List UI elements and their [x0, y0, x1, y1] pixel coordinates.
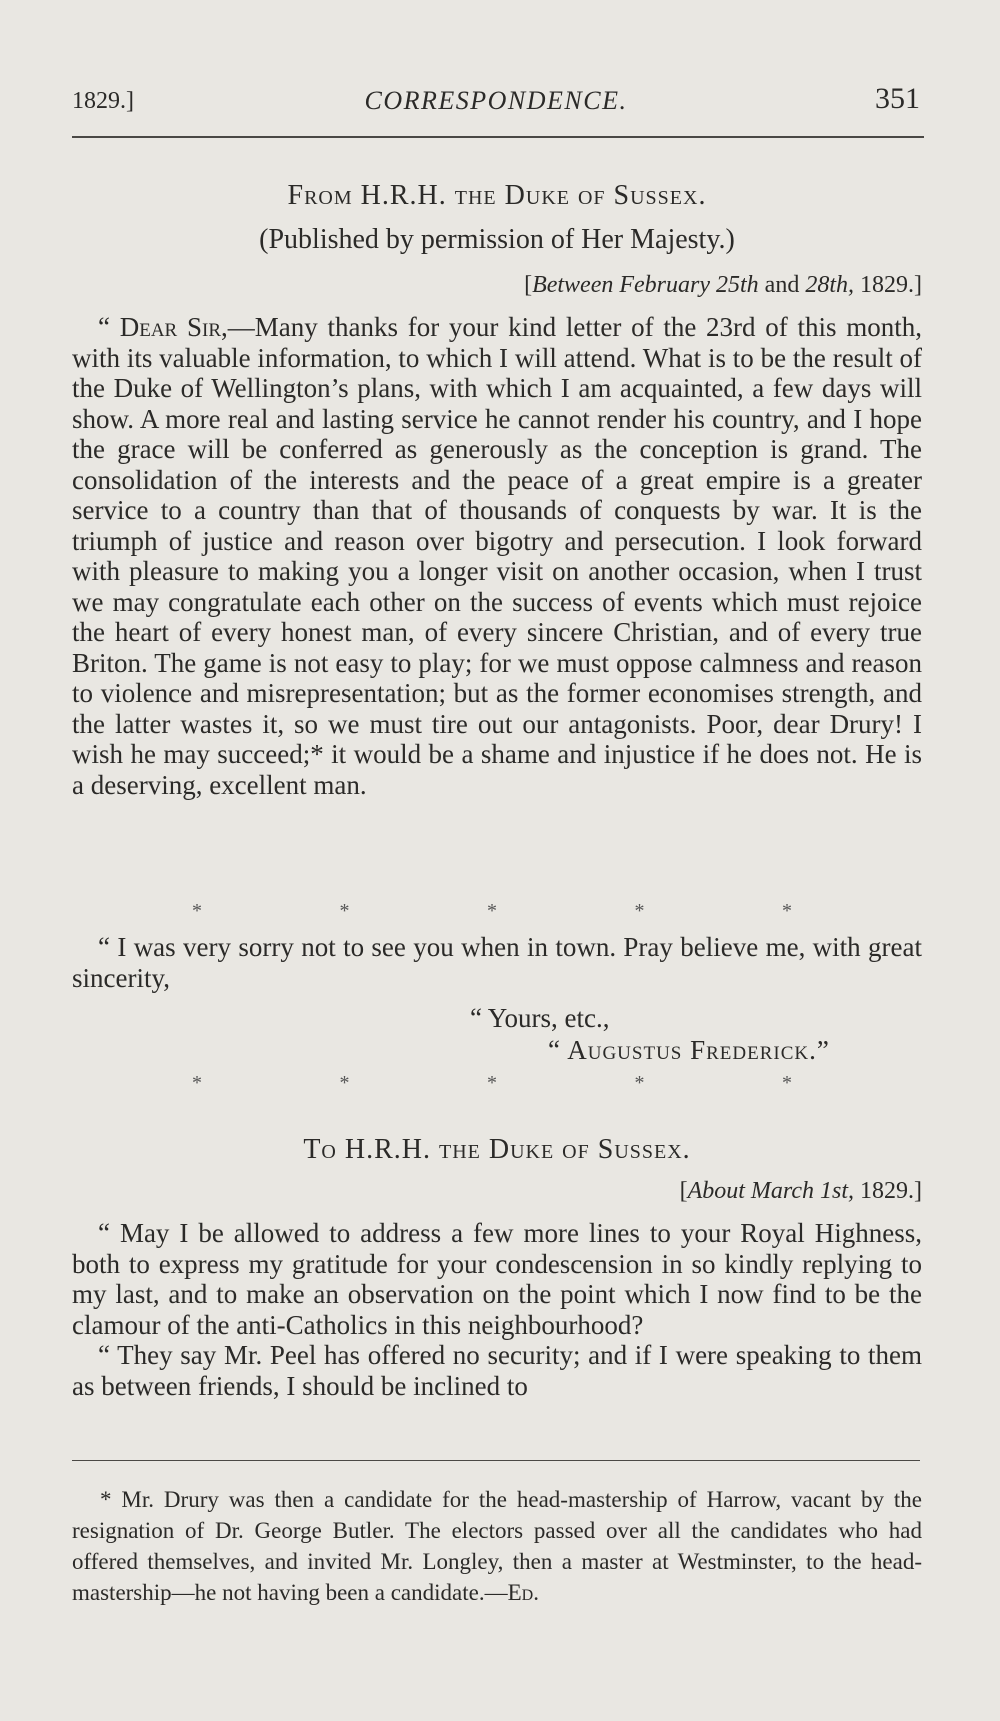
- date-rest: 1829.]: [854, 272, 922, 298]
- letter-1-heading: From H.R.H. the Duke of Sussex.: [287, 180, 707, 211]
- star: *: [634, 900, 645, 922]
- letter-1-paragraph-1: [72, 312, 922, 800]
- star: *: [634, 1072, 645, 1094]
- letter-2-dateline-block: [72, 1178, 922, 1205]
- date-bracket: [: [679, 1178, 688, 1204]
- letter-1-dateline: [72, 272, 922, 299]
- letter-2-paragraph-1: “ May I be allowed to address a few more lines to your Royal Highness, both to express my gratitude for your condescension in so kindly replying to my last, and to make an observation on the point which I now find to be the clamour of the anti-Catholics in this neighbourhood?: [72, 1218, 922, 1340]
- salutation: Dear Sir,: [119, 312, 228, 342]
- date-italic-1: Between February 25th: [532, 272, 759, 298]
- footnote: [72, 1484, 922, 1608]
- letter-1-body: [72, 312, 922, 800]
- star: *: [192, 900, 202, 922]
- star: *: [192, 1072, 202, 1094]
- letter-1-dateline-block: [72, 272, 922, 299]
- header-rule: [72, 136, 924, 138]
- editor-mark: Ed.: [507, 1580, 539, 1605]
- date-rest: 1829.]: [854, 1178, 922, 1204]
- running-head-title: CORRESPONDENCE.: [364, 86, 628, 115]
- page-number: 351: [875, 82, 920, 115]
- letter-1-subheading-block: [72, 224, 922, 256]
- star: *: [339, 1072, 350, 1094]
- closing-line-1: “ Yours, etc.,: [470, 1003, 610, 1033]
- footnote-text: * Mr. Drury was then a candidate for the head-mastership of Harrow, vacant by the resignation of Dr. George Butler. The electors passed over all the candidates who had offered themselves, and invited Mr. Longley, then a master at Westminster, to the head-mastership—he not having been a candidate.—: [72, 1487, 922, 1605]
- star: *: [339, 900, 350, 922]
- signature: “ Augustus Frederick.”: [548, 1035, 830, 1065]
- letter-1-subheading: (Published by permission of Her Majesty.): [259, 224, 735, 255]
- running-head: [72, 82, 920, 122]
- date-italic: About March 1st,: [687, 1178, 854, 1204]
- letter-2-heading: To H.R.H. the Duke of Sussex.: [303, 1134, 691, 1165]
- salutation-quote: “: [98, 312, 120, 342]
- footnote-paragraph: [72, 1484, 922, 1608]
- letter-2-paragraph-2: “ They say Mr. Peel has offered no security; and if I were speaking to them as between friends, I should be inclined to: [72, 1340, 922, 1401]
- date-and: and: [758, 272, 806, 298]
- letter-1-body-2: [72, 932, 922, 993]
- letter-2-body: [72, 1218, 922, 1401]
- footnote-rule: [72, 1460, 920, 1461]
- running-head-year: 1829.]: [72, 88, 134, 114]
- star: *: [782, 900, 792, 922]
- star: *: [782, 1072, 792, 1094]
- date-bracket: [: [524, 272, 533, 298]
- letter-1-paragraph-1-text: —Many thanks for your kind letter of the 23rd of this month, with its valuable information, to which I will attend. What is to be the result of the Duke of Wellington’s plans, with which I am acquainted, a few days will show. A more real and lasting service he cannot render his country, and I hope the grace will be conferred as generously as the conception is grand. The consolidation of the interests and the peace of a great empire is a greater service to a country than that of thousands of conquests by war. It is the triumph of justice and reason over bigotry and persecution. I look forward with pleasure to making you a longer visit on another occasion, when I trust we may congratulate each other on the success of events which must rejoice the heart of every honest man, of every sincere Christian, and of every true Briton. The game is not easy to play; for we must oppose calmness and reason to violence and misrepresentation; but as the former economises strength, and the latter wastes it, so we must tire out our antagonists. Poor, dear Drury! I wish he may succeed;* it would be a shame and injustice if he does not. He is a deserving, excellent man.: [72, 312, 923, 800]
- star-divider-1: [72, 900, 922, 923]
- letter-1-heading-block: [72, 180, 922, 212]
- letter-2-dateline: [72, 1178, 922, 1205]
- star-divider-2: [72, 1072, 922, 1095]
- star: *: [487, 1072, 497, 1094]
- date-italic-2: 28th,: [805, 272, 854, 298]
- letter-1-closing: [72, 1002, 922, 1066]
- star: *: [487, 900, 497, 922]
- letter-2-heading-block: [72, 1134, 922, 1166]
- letter-1-paragraph-2: “ I was very sorry not to see you when in town. Pray believe me, with great sincerity,: [72, 932, 922, 993]
